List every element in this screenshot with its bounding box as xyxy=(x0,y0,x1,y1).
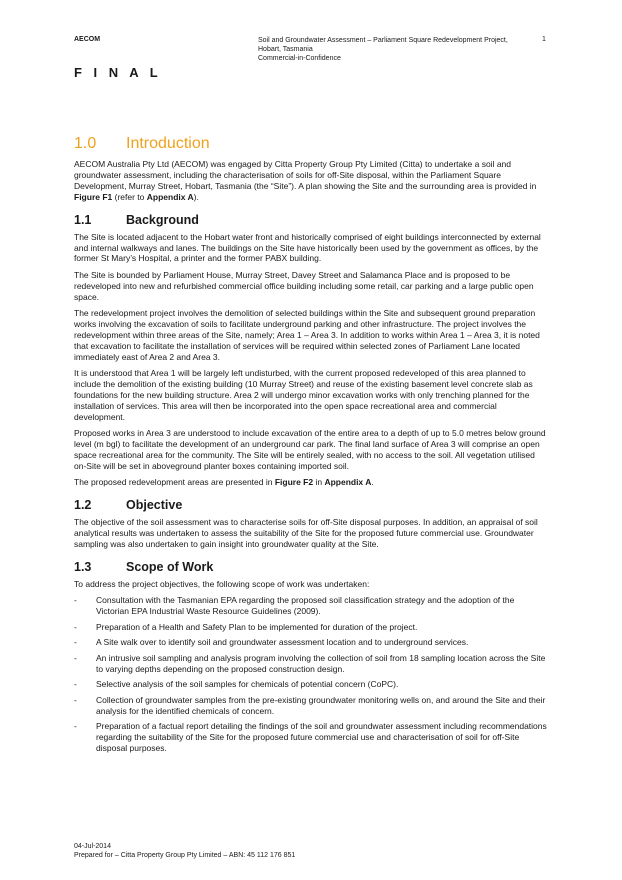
bullet-dash: - xyxy=(74,637,77,648)
header-title-line1: Soil and Groundwater Assessment – Parliament Square Redevelopment Project, xyxy=(258,37,508,44)
section-title: Scope of Work xyxy=(126,559,214,574)
list-item: - A Site walk over to identify soil and groundwater assessment location and to underground services. xyxy=(74,637,469,648)
section-title: Background xyxy=(126,212,199,227)
bullet-dash: - xyxy=(74,652,77,663)
list-item: - An intrusive soil sampling and analysis program involving the collection of soil from 18 sampling location across the Site to varying depths depending on the proposed construction design. xyxy=(74,652,546,674)
bullet-dash: - xyxy=(74,621,77,632)
figure-reference: Figure F1 xyxy=(74,191,113,202)
background-paragraph: It is understood that Area 1 will be largely left undisturbed, with the current proposed redeveloped of this area planned to include the demolition of the existing building (10 Murray Street) and reuse of the existing basement level concrete slab as foundations for the new building structure. Area 2 will undergo minor excavation works with only trenching planned for the installation of services. This area will then be incorporated into the open space recreational area and commercial development. xyxy=(74,368,533,422)
list-item: - Selective analysis of the soil samples for chemicals of potential concern (CoPC). xyxy=(74,679,399,690)
list-item: - Consultation with the Tasmanian EPA regarding the proposed soil classification strategy and the adoption of the Victorian EPA Industrial Waste Resource Guidelines (2009). xyxy=(74,595,515,617)
list-item: - Preparation of a factual report detailing the findings of the soil and groundwater assessment including recommendations regarding the suitability of the Site for the proposed future commercial use and characterisation of soil for off-Site disposal purposes. xyxy=(74,721,547,753)
header-confidentiality: Commercial-in-Confidence xyxy=(258,55,341,63)
section-number: 1.2 xyxy=(74,498,92,513)
background-paragraph: Proposed works in Area 3 are understood to include excavation of the entire area to a depth of up to 5.0 metres below ground level (m bgl) to facilitate the development of an underground car park. The final land surface of Area 3 will comprise an open space recreational area for the community. The Site will be entirely sealed, with no access to the soil. All vegetation utilised on-Site will be set in aboveground planter boxes containing imported soil. xyxy=(74,428,546,471)
section-heading-scope xyxy=(74,560,548,574)
footer-prepared-for: Prepared for – Citta Property Group Pty Limited – ABN: 45 112 176 851 xyxy=(74,852,296,859)
appendix-reference: Appendix A xyxy=(324,477,372,488)
section-title: Objective xyxy=(126,498,183,513)
page-number: 1 xyxy=(542,36,546,43)
background-paragraph: The Site is bounded by Parliament House, Murray Street, Davey Street and Salamanca Place and is proposed to be redeveloped into new and refurbished commercial office building including some retail, car parking and a large public open space. xyxy=(74,269,534,302)
background-paragraph: The proposed redevelopment areas are presented in Figure F2 in Appendix A. xyxy=(74,477,374,488)
document-status: F I N A L xyxy=(74,65,162,80)
footer-date: 04-Jul-2014 xyxy=(74,843,111,850)
section-heading-introduction xyxy=(74,135,548,153)
document-header xyxy=(258,36,528,64)
background-paragraph: The redevelopment project involves the demolition of selected buildings within the Site and subsequent ground preparation works involving the excavation of soils to facilitate underground parking and other infrastructure. The project involves the redevelopment within three areas of the Site, namely; Area 1 – Area 3. In addition to works within Area 1 – Area 3, it is noted that excavation to facilitate the installation of services will be required within selected zones of Parliament Lane located immediately east of Area 2 and Area 3. xyxy=(74,308,540,362)
section-number: 1.3 xyxy=(74,559,92,574)
section-number: 1.1 xyxy=(74,212,92,227)
section-number: 1.0 xyxy=(74,135,97,152)
intro-paragraph: AECOM Australia Pty Ltd (AECOM) was engaged by Citta Property Group Pty Limited (Citta) to undertake a soil and groundwater assessment, including the characterisation of soils for off-Site disposal, within the Parliament Square Development, Murray Street, Hobart, Tasmania (the “Site”). A plan showing the Site and the surrounding area is provided in Figure F1 (refer to Appendix A). xyxy=(74,159,537,202)
list-item: - Preparation of a Health and Safety Plan to be implemented for duration of the project. xyxy=(74,621,418,632)
bullet-dash: - xyxy=(74,694,77,705)
bullet-dash: - xyxy=(74,679,77,690)
section-title: Introduction xyxy=(126,135,210,152)
background-paragraph: The Site is located adjacent to the Hobart water front and historically comprised of eight buildings interconnected by external and internal walkways and lanes. The buildings on the Site have historically been used by the government as offices, by the former St Mary’s Hospital, a printer and the former PABX building. xyxy=(74,231,541,264)
scope-intro: To address the project objectives, the following scope of work was undertaken: xyxy=(74,578,370,589)
scope-list xyxy=(74,595,548,753)
objective-paragraph: The objective of the soil assessment was to characterise soils for off-Site disposal purposes. In addition, an appraisal of soil analytical results was undertaken to assess the suitability of the Site for the proposed future commercial use. Groundwater sampling was also undertaken to gain insight into groundwater quality at the Site. xyxy=(74,517,538,549)
bullet-dash: - xyxy=(74,721,77,731)
page-footer xyxy=(74,842,295,860)
bullet-dash: - xyxy=(74,595,77,606)
section-heading-objective xyxy=(74,498,548,512)
company-name: AECOM xyxy=(74,36,101,43)
header-title-line2: Hobart, Tasmania xyxy=(258,46,313,54)
appendix-reference: Appendix A xyxy=(146,191,194,202)
list-item: - Collection of groundwater samples from the pre-existing groundwater monitoring wells on, and around the Site and their analysis for the identified chemicals of concern. xyxy=(74,694,546,716)
main-content xyxy=(74,135,548,758)
section-heading-background xyxy=(74,213,548,227)
figure-reference: Figure F2 xyxy=(274,477,314,488)
